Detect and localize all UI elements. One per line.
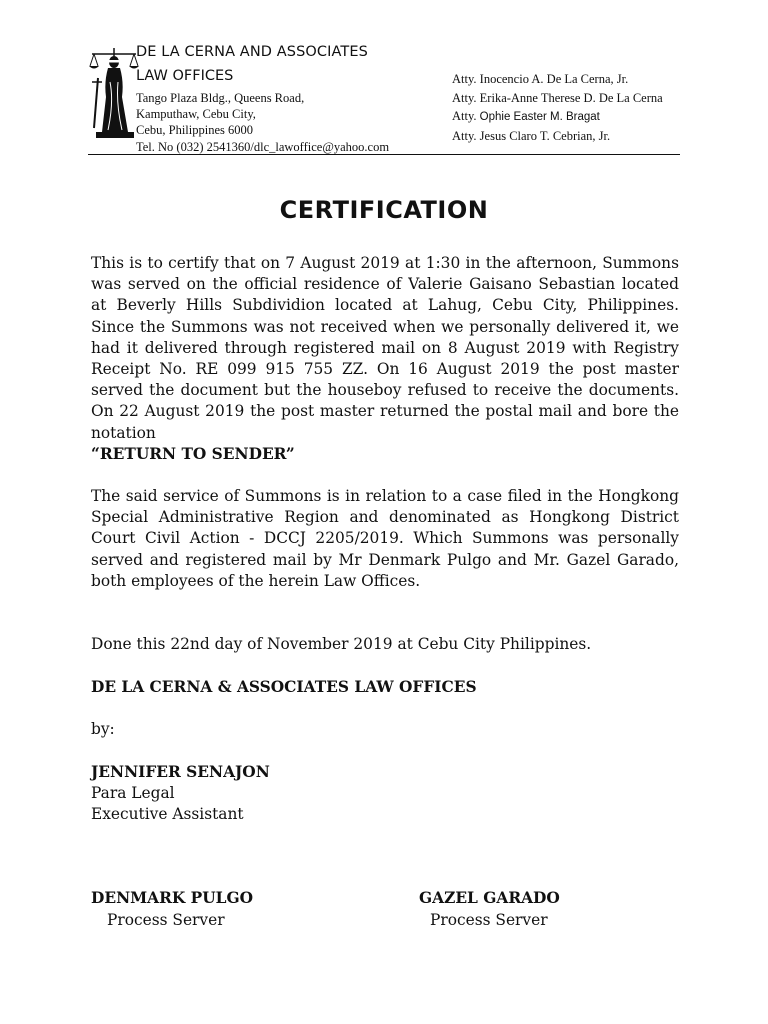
signatory-name: JENNIFER SENAJON (91, 763, 270, 781)
by-label: by: (91, 720, 115, 738)
lady-justice-logo (86, 42, 142, 142)
attorney-entry: Atty. Jesus Claro T. Cebrian, Jr. (452, 128, 611, 143)
done-line: Done this 22nd day of November 2019 at Cebu City Philippines. (91, 635, 592, 653)
signatory-title: Para Legal (91, 784, 175, 802)
contact-line: Tel. No (032) 2541360/dlc_lawoffice@yahoo.com (136, 139, 390, 154)
attorney-name: Erika-Anne Therese D. De La Cerna (479, 90, 663, 105)
letterhead-divider (88, 154, 680, 155)
return-to-sender-notation: “RETURN TO SENDER” (91, 444, 295, 463)
document-title: CERTIFICATION (279, 196, 489, 224)
process-server-title: Process Server (107, 911, 225, 929)
paragraph-text: This is to certify that on 7 August 2019 at 1:30 in the afternoon, Summons was served on the official residence of Valerie Gaisano Sebastian located at Beverly Hills Subdividion located at Lahug, Cebu City, Philippines. Since the Summons was not received when we personally delivered it, we had it delivered through registered mail on 8 August 2019 with Registry Receipt No. RE 099 915 755 ZZ. On 16 August 2019 the post master served the document but the houseboy refused to receive the documents. On 22 August 2019 the post master returned the postal mail and bore the notation (91, 254, 679, 442)
attorney-entry: Atty. Erika-Anne Therese D. De La Cerna (452, 90, 663, 105)
attorney-list (452, 70, 663, 145)
attorney-name: Inocencio A. De La Cerna, Jr. (479, 72, 629, 86)
firm-address (136, 90, 389, 155)
firm-subtitle: LAW OFFICES (136, 68, 234, 84)
process-server-name: GAZEL GARADO (419, 889, 560, 907)
address-line: Cebu, Philippines 6000 (136, 123, 254, 138)
process-server-name: DENMARK PULGO (91, 889, 254, 907)
attorney-entry: Atty. Inocencio A. De La Cerna, Jr. (452, 72, 629, 86)
firm-signature: DE LA CERNA & ASSOCIATES LAW OFFICES (91, 678, 477, 696)
firm-name: DE LA CERNA AND ASSOCIATES (136, 44, 368, 60)
address-line: Tango Plaza Bldg., Queens Road, (136, 91, 305, 105)
signatory-title: Executive Assistant (91, 805, 244, 823)
case-paragraph: The said service of Summons is in relation to a case filed in the Hongkong Special Administrative Region and denominated as Hongkong District Court Civil Action - DCCJ 2205/2019. Which Summons was personally served and registered mail by Mr Denmark Pulgo and Mr. Gazel Garado, both employees of the herein Law Offices. (91, 487, 679, 590)
attorney-name: Ophie Easter M. Bragat (479, 111, 600, 124)
address-line: Kamputhaw, Cebu City, (136, 107, 256, 122)
attorney-entry: Atty. Ophie Easter M. Bragat (452, 109, 600, 124)
certification-paragraph (91, 253, 679, 465)
attorney-name: Jesus Claro T. Cebrian, Jr. (479, 128, 611, 143)
process-server-title: Process Server (430, 911, 548, 929)
